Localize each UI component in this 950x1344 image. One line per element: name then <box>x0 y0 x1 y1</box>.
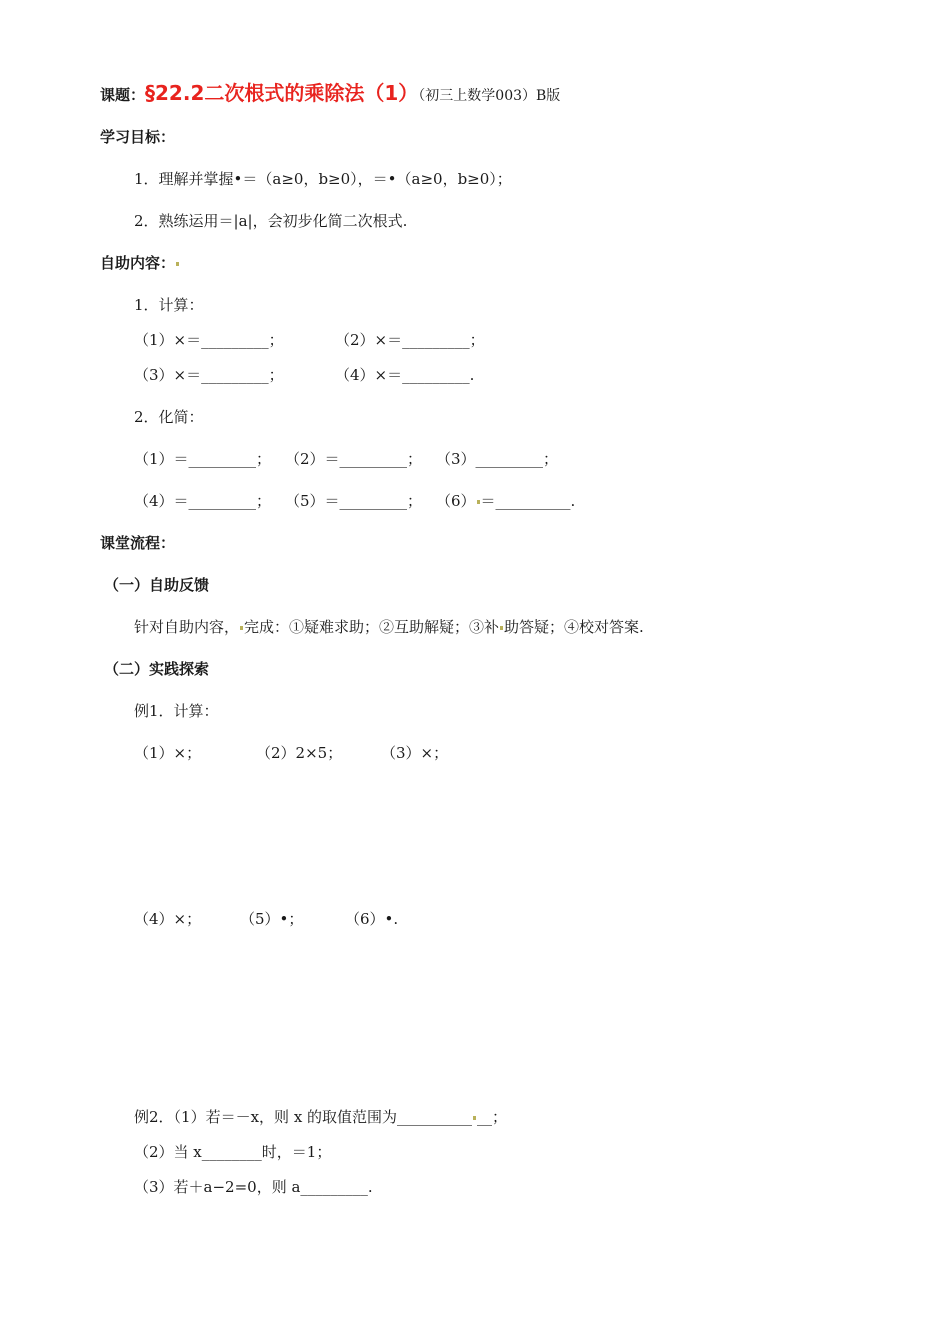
q2-item-5: （5）＝_________； <box>285 492 423 510</box>
self-study-heading-row <box>100 253 180 273</box>
example1-item-3: （3）×； <box>381 744 449 762</box>
q2-item-6 <box>436 491 575 511</box>
part2-heading: （二）实践探索 <box>104 660 210 678</box>
q2-item-3: （3）_________； <box>436 450 559 468</box>
example1-title: 例1．计算： <box>134 702 219 720</box>
page-title <box>100 83 560 106</box>
example1-item-1: （1）×； <box>134 744 202 762</box>
self-study-heading: 自助内容： <box>100 254 176 272</box>
part1-text-start: 针对自助内容， <box>134 618 240 636</box>
objective-item-1: 1．理解并掌握•＝（a≥0，b≥0），＝•（a≥0，b≥0）； <box>134 170 512 188</box>
example2-item-1-tail: __； <box>477 1108 508 1126</box>
q2-item-4: （4）＝_________； <box>134 492 272 510</box>
example1-item-6: （6）•. <box>345 910 399 928</box>
title-label: 课题： <box>100 86 146 104</box>
scan-mark-icon <box>500 626 503 630</box>
q2-item-6-label: （6） <box>436 492 476 510</box>
q2-item-1: （1）＝_________； <box>134 450 272 468</box>
scan-mark-icon <box>176 262 179 266</box>
example2-item-2: （2）当 x________时，＝1； <box>134 1143 332 1161</box>
q1-item-1: （1）×＝_________； <box>134 331 284 349</box>
q2-item-6-answer: ＝__________. <box>480 492 576 510</box>
example1-item-2: （2）2×5； <box>256 744 343 762</box>
scan-mark-icon <box>240 626 243 630</box>
part1-text-middle: 完成：①疑难求助；②互助解疑；③补 <box>244 618 500 636</box>
q1-item-4: （4）×＝_________. <box>335 366 475 384</box>
q2-title: 2．化简： <box>134 408 204 426</box>
objectives-heading: 学习目标： <box>100 128 176 146</box>
example1-item-5: （5）•； <box>240 910 304 928</box>
scan-mark-icon <box>473 1116 476 1120</box>
objective-item-2: 2．熟练运用＝|a|，会初步化简二次根式. <box>134 212 408 230</box>
q1-item-3: （3）×＝_________； <box>134 366 284 384</box>
part1-text <box>134 617 644 637</box>
title-main: §22.2二次根式的乘除法（1） <box>145 81 419 105</box>
scan-mark-icon <box>477 500 480 504</box>
part1-text-end: 助答疑；④校对答案. <box>504 618 644 636</box>
q1-title: 1．计算： <box>134 296 204 314</box>
example2-item-1-text: 例2．（1）若＝－x，则 x 的取值范围为__________ <box>134 1108 473 1126</box>
example2-item-3: （3）若＋a−2=0，则 a_________. <box>134 1178 373 1196</box>
q1-item-2: （2）×＝_________； <box>335 331 485 349</box>
q2-item-2: （2）＝_________； <box>285 450 423 468</box>
example2-item-1 <box>134 1107 507 1127</box>
example1-item-4: （4）×； <box>134 910 202 928</box>
flow-heading: 课堂流程： <box>100 534 176 552</box>
part1-heading: （一）自助反馈 <box>104 576 210 594</box>
title-sub: （初三上数学003）B版 <box>418 88 561 104</box>
